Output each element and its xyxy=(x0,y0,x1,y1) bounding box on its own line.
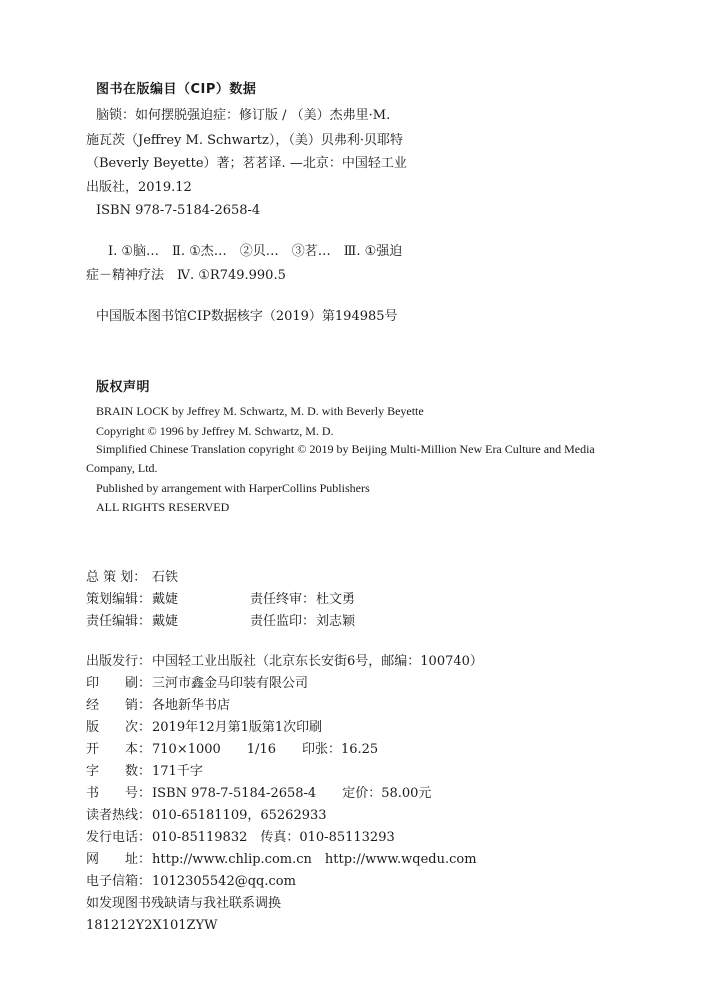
imprint-row xyxy=(86,654,483,670)
imprint-value: http://www.chlip.com.cn http://www.wqedu.com xyxy=(152,852,477,867)
imprint-label: 书 号： xyxy=(86,786,152,801)
imprint-row xyxy=(86,698,230,714)
cip-isbn: ISBN 978-7-5184-2658-4 xyxy=(96,203,261,218)
imprint-value: 2019年12月第1版第1次印刷 xyxy=(152,720,323,735)
cip-line: 出版社，2019.12 xyxy=(86,180,192,195)
imprint-label: 版 次： xyxy=(86,720,152,735)
imprint-label: 发行电话： xyxy=(86,830,152,845)
imprint-row xyxy=(86,742,378,758)
planner-label: 总 策 划： xyxy=(86,570,147,585)
imprint-row xyxy=(86,786,431,802)
copyright-line: Company, Ltd. xyxy=(86,461,158,475)
responsible-editor-label: 责任编辑： xyxy=(86,614,152,629)
imprint-row xyxy=(86,764,203,780)
imprint-value: 171千字 xyxy=(152,764,203,779)
imprint-label: 字 数： xyxy=(86,764,152,779)
imprint-row xyxy=(86,720,322,736)
print-code: 181212Y2X101ZYW xyxy=(86,918,218,933)
imprint-label: 读者热线： xyxy=(86,808,152,823)
copyright-heading: 版权声明 xyxy=(96,380,151,395)
imprint-row xyxy=(86,808,327,824)
imprint-label: 印 刷： xyxy=(86,676,152,691)
imprint-value: 中国轻工业出版社（北京东长安街6号，邮编：100740） xyxy=(152,654,483,669)
cip-classification: 症－精神疗法 Ⅳ. ①R749.990.5 xyxy=(86,268,286,283)
responsible-editor-name: 戴婕 xyxy=(152,614,179,629)
imprint-value: 三河市鑫金马印装有限公司 xyxy=(152,676,309,691)
imprint-label: 电子信箱： xyxy=(86,874,152,889)
cip-classification: Ⅰ. ①脑… Ⅱ. ①杰… ②贝… ③茗… Ⅲ. ①强迫 xyxy=(108,244,403,259)
copyright-line: ALL RIGHTS RESERVED xyxy=(96,500,230,514)
imprint-value: 1012305542@qq.com xyxy=(152,874,296,889)
cip-line: （Beverly Beyette）著；茗茗译. —北京：中国轻工业 xyxy=(86,156,407,171)
staff-row xyxy=(250,614,355,630)
imprint-value: 710×1000 1/16 印张：16.25 xyxy=(152,742,379,757)
planning-editor-name: 戴婕 xyxy=(152,592,179,607)
imprint-value: 010-85119832 传真：010-85113293 xyxy=(152,830,395,845)
imprint-value: ISBN 978-7-5184-2658-4 定价：58.00元 xyxy=(152,786,432,801)
imprint-label: 开 本： xyxy=(86,742,152,757)
cip-line: 施瓦茨（Jeffrey M. Schwartz），（美）贝弗利·贝耶特 xyxy=(86,133,403,148)
imprint-value: 010-65181109，65262933 xyxy=(152,808,327,823)
cip-line: 脑锁：如何摆脱强迫症：修订版 / （美）杰弗里·M. xyxy=(96,108,391,123)
imprint-label: 出版发行： xyxy=(86,654,152,669)
imprint-value: 各地新华书店 xyxy=(152,698,231,713)
planning-editor-label: 策划编辑： xyxy=(86,592,152,607)
planner-name: 石铁 xyxy=(152,570,179,585)
copyright-line: Copyright © 1996 by Jeffrey M. Schwartz, M. D. xyxy=(96,424,334,438)
staff-row xyxy=(250,592,355,608)
copyright-line: Simplified Chinese Translation copyright © 2019 by Beijing Multi-Million New Era Culture and Media xyxy=(96,442,595,456)
imprint-label: 经 销： xyxy=(86,698,152,713)
copyright-line: Published by arrangement with HarperCollins Publishers xyxy=(96,481,370,495)
imprint-row xyxy=(86,830,395,846)
staff-row xyxy=(86,570,178,586)
copyright-line: BRAIN LOCK by Jeffrey M. Schwartz, M. D. with Beverly Beyette xyxy=(96,404,424,418)
imprint-row xyxy=(86,676,308,692)
staff-row xyxy=(86,614,178,630)
imprint-row xyxy=(86,852,477,868)
imprint-label: 网 址： xyxy=(86,852,152,867)
replacement-notice: 如发现图书残缺请与我社联系调换 xyxy=(86,896,282,911)
imprint-row xyxy=(86,874,296,890)
supervisor-label: 责任监印： xyxy=(250,614,316,629)
cip-check-number: 中国版本图书馆CIP数据核字（2019）第194985号 xyxy=(96,309,398,324)
final-review-label: 责任终审： xyxy=(250,592,316,607)
final-review-name: 杜文勇 xyxy=(316,592,356,607)
supervisor-name: 刘志颖 xyxy=(316,614,356,629)
staff-row xyxy=(86,592,178,608)
cip-heading: 图书在版编目（CIP）数据 xyxy=(96,82,257,97)
